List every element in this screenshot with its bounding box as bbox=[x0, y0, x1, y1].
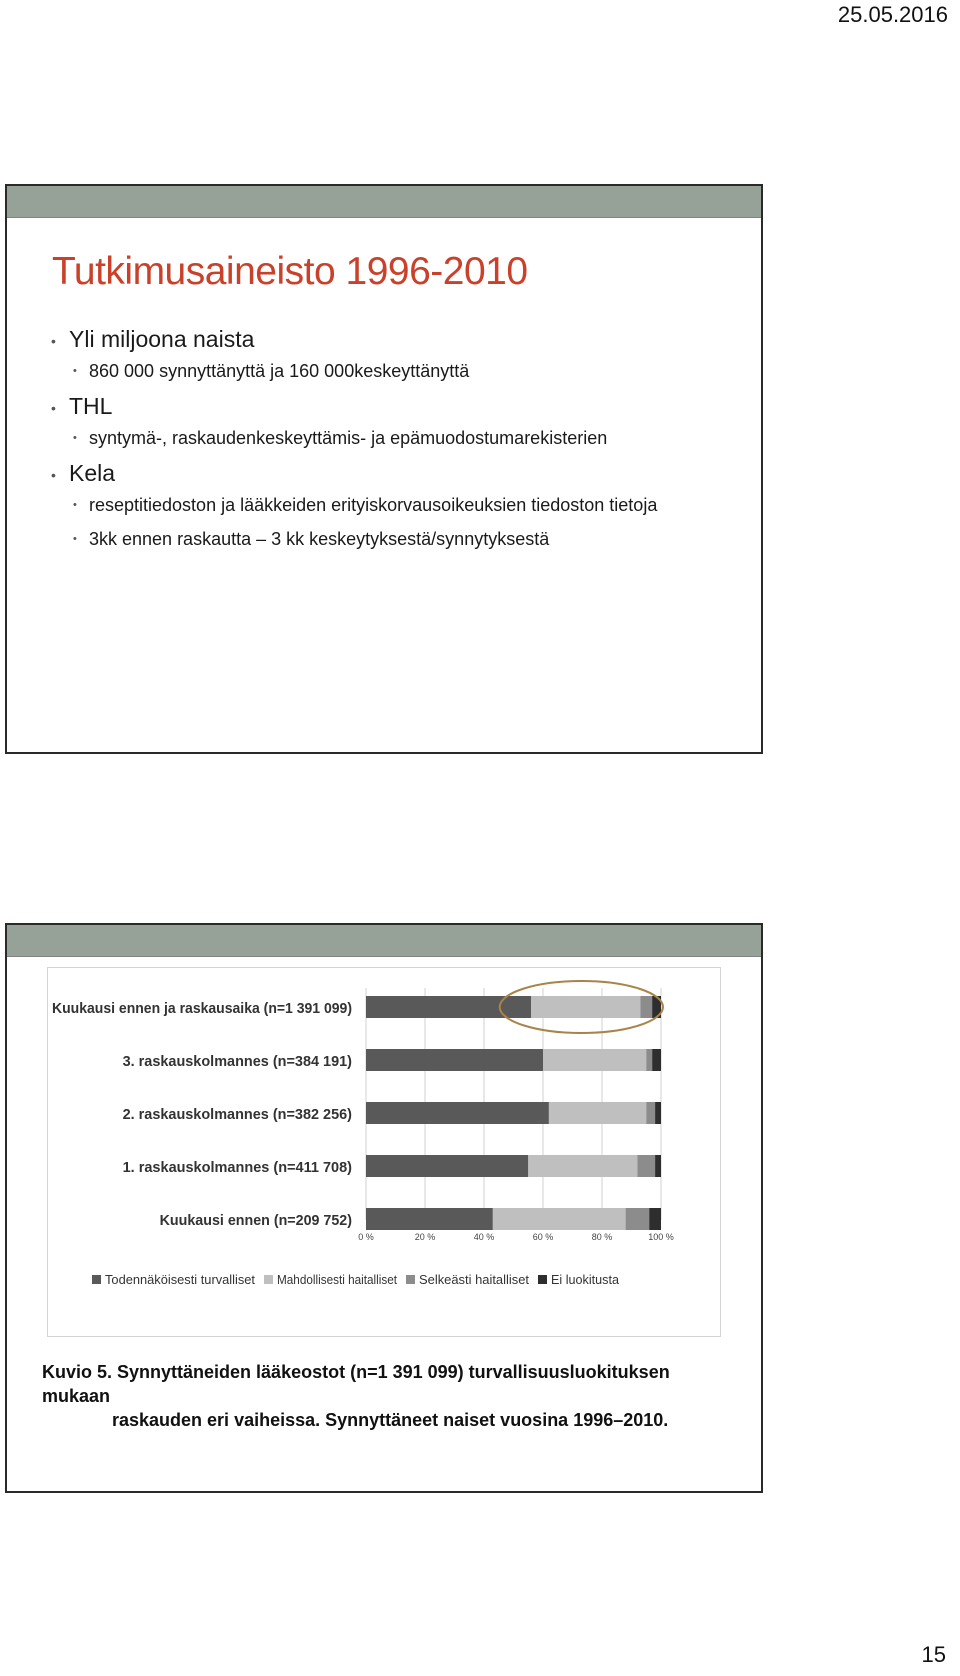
sub-bullet-list bbox=[51, 359, 691, 384]
bullet-item bbox=[51, 460, 691, 552]
sub-bullet-item bbox=[51, 359, 691, 384]
bullet-dot-icon: • bbox=[73, 432, 77, 444]
bar-segment bbox=[549, 1102, 646, 1124]
slide-header-bar bbox=[7, 925, 761, 957]
bullet-text: THL bbox=[69, 393, 113, 419]
bar-segment bbox=[637, 1155, 655, 1177]
legend-label: Selkeästi haitalliset bbox=[419, 1272, 530, 1287]
sub-bullet-list bbox=[51, 426, 691, 451]
slide-title: Tutkimusaineisto 1996-2010 bbox=[52, 250, 528, 293]
category-label: 1. raskauskolmannes (n=411 708) bbox=[122, 1159, 352, 1176]
category-label: Kuukausi ennen ja raskausaika (n=1 391 099) bbox=[52, 1000, 352, 1017]
sub-bullet-item bbox=[51, 493, 691, 518]
legend-label: Mahdollisesti haitalliset bbox=[277, 1272, 398, 1287]
bar-segment bbox=[531, 996, 640, 1018]
legend-label: Ei luokitusta bbox=[551, 1272, 620, 1287]
x-tick-label: 40 % bbox=[473, 1232, 495, 1242]
bar-segment bbox=[655, 1155, 661, 1177]
legend-swatch bbox=[264, 1275, 273, 1284]
bar-segment bbox=[366, 1155, 528, 1177]
category-label: 2. raskauskolmannes (n=382 256) bbox=[122, 1106, 352, 1123]
x-tick-label: 100 % bbox=[648, 1232, 674, 1242]
header-date: 25.05.2016 bbox=[837, 2, 948, 27]
bar-segment bbox=[493, 1208, 626, 1230]
bar-segment bbox=[366, 996, 531, 1018]
sub-bullet-item bbox=[51, 426, 691, 451]
figure-caption bbox=[42, 1360, 732, 1432]
bar-segment bbox=[543, 1049, 646, 1071]
sub-bullet-text: 860 000 synnyttänyttä ja 160 000keskeyttänyttä bbox=[89, 361, 470, 381]
x-tick-label: 0 % bbox=[358, 1232, 374, 1242]
bullet-dot-icon: • bbox=[73, 499, 77, 511]
bullet-dot-icon: • bbox=[73, 365, 77, 377]
bar-segment bbox=[646, 1102, 655, 1124]
sub-bullet-list bbox=[51, 493, 691, 552]
bar-segment bbox=[649, 1208, 661, 1230]
bar-segment bbox=[366, 1102, 549, 1124]
legend-label: Todennäköisesti turvalliset bbox=[105, 1272, 256, 1287]
legend-swatch bbox=[538, 1275, 547, 1284]
legend-swatch bbox=[406, 1275, 415, 1284]
bar-segment bbox=[646, 1049, 652, 1071]
bar-segment bbox=[366, 1049, 543, 1071]
bullet-item bbox=[51, 326, 691, 384]
x-tick-label: 80 % bbox=[591, 1232, 613, 1242]
bullet-dot-icon: • bbox=[51, 467, 56, 483]
bar-segment bbox=[652, 1049, 661, 1071]
slide-1 bbox=[5, 184, 763, 754]
bullet-text: Kela bbox=[69, 460, 116, 486]
bullet-dot-icon: • bbox=[73, 533, 77, 545]
bar-segment bbox=[366, 1208, 493, 1230]
page-number: 15 bbox=[921, 1642, 946, 1667]
bullet-list bbox=[51, 326, 691, 561]
x-tick-label: 20 % bbox=[414, 1232, 436, 1242]
sub-bullet-item bbox=[51, 527, 691, 552]
caption-line-1: Kuvio 5. Synnyttäneiden lääkeostot (n=1 391 099) turvallisuusluokituksen mukaan bbox=[42, 1362, 670, 1406]
legend-swatch bbox=[92, 1275, 101, 1284]
stacked-bar-chart bbox=[48, 968, 720, 1336]
bullet-item bbox=[51, 393, 691, 451]
sub-bullet-text: reseptitiedoston ja lääkkeiden erityiskorvausoikeuksien tiedoston tietoja bbox=[89, 495, 658, 515]
category-label: 3. raskauskolmannes (n=384 191) bbox=[122, 1053, 352, 1070]
bar-segment bbox=[528, 1155, 637, 1177]
bar-segment bbox=[640, 996, 652, 1018]
bullet-dot-icon: • bbox=[51, 333, 56, 349]
bullet-dot-icon: • bbox=[51, 400, 56, 416]
slide-header-bar bbox=[7, 186, 761, 218]
x-tick-label: 60 % bbox=[532, 1232, 554, 1242]
sub-bullet-text: syntymä-, raskaudenkeskeyttämis- ja epämuodostumarekisterien bbox=[89, 428, 608, 448]
slide-2 bbox=[5, 923, 763, 1493]
category-label: Kuukausi ennen (n=209 752) bbox=[159, 1212, 353, 1229]
chart-figure bbox=[47, 967, 721, 1337]
bar-segment bbox=[626, 1208, 650, 1230]
bullet-text: Yli miljoona naista bbox=[69, 326, 255, 352]
sub-bullet-text: 3kk ennen raskautta – 3 kk keskeytyksestä/synnytyksestä bbox=[89, 529, 550, 549]
caption-line-2: raskauden eri vaiheissa. Synnyttäneet naiset vuosina 1996–2010. bbox=[112, 1410, 669, 1430]
bar-segment bbox=[655, 1102, 661, 1124]
